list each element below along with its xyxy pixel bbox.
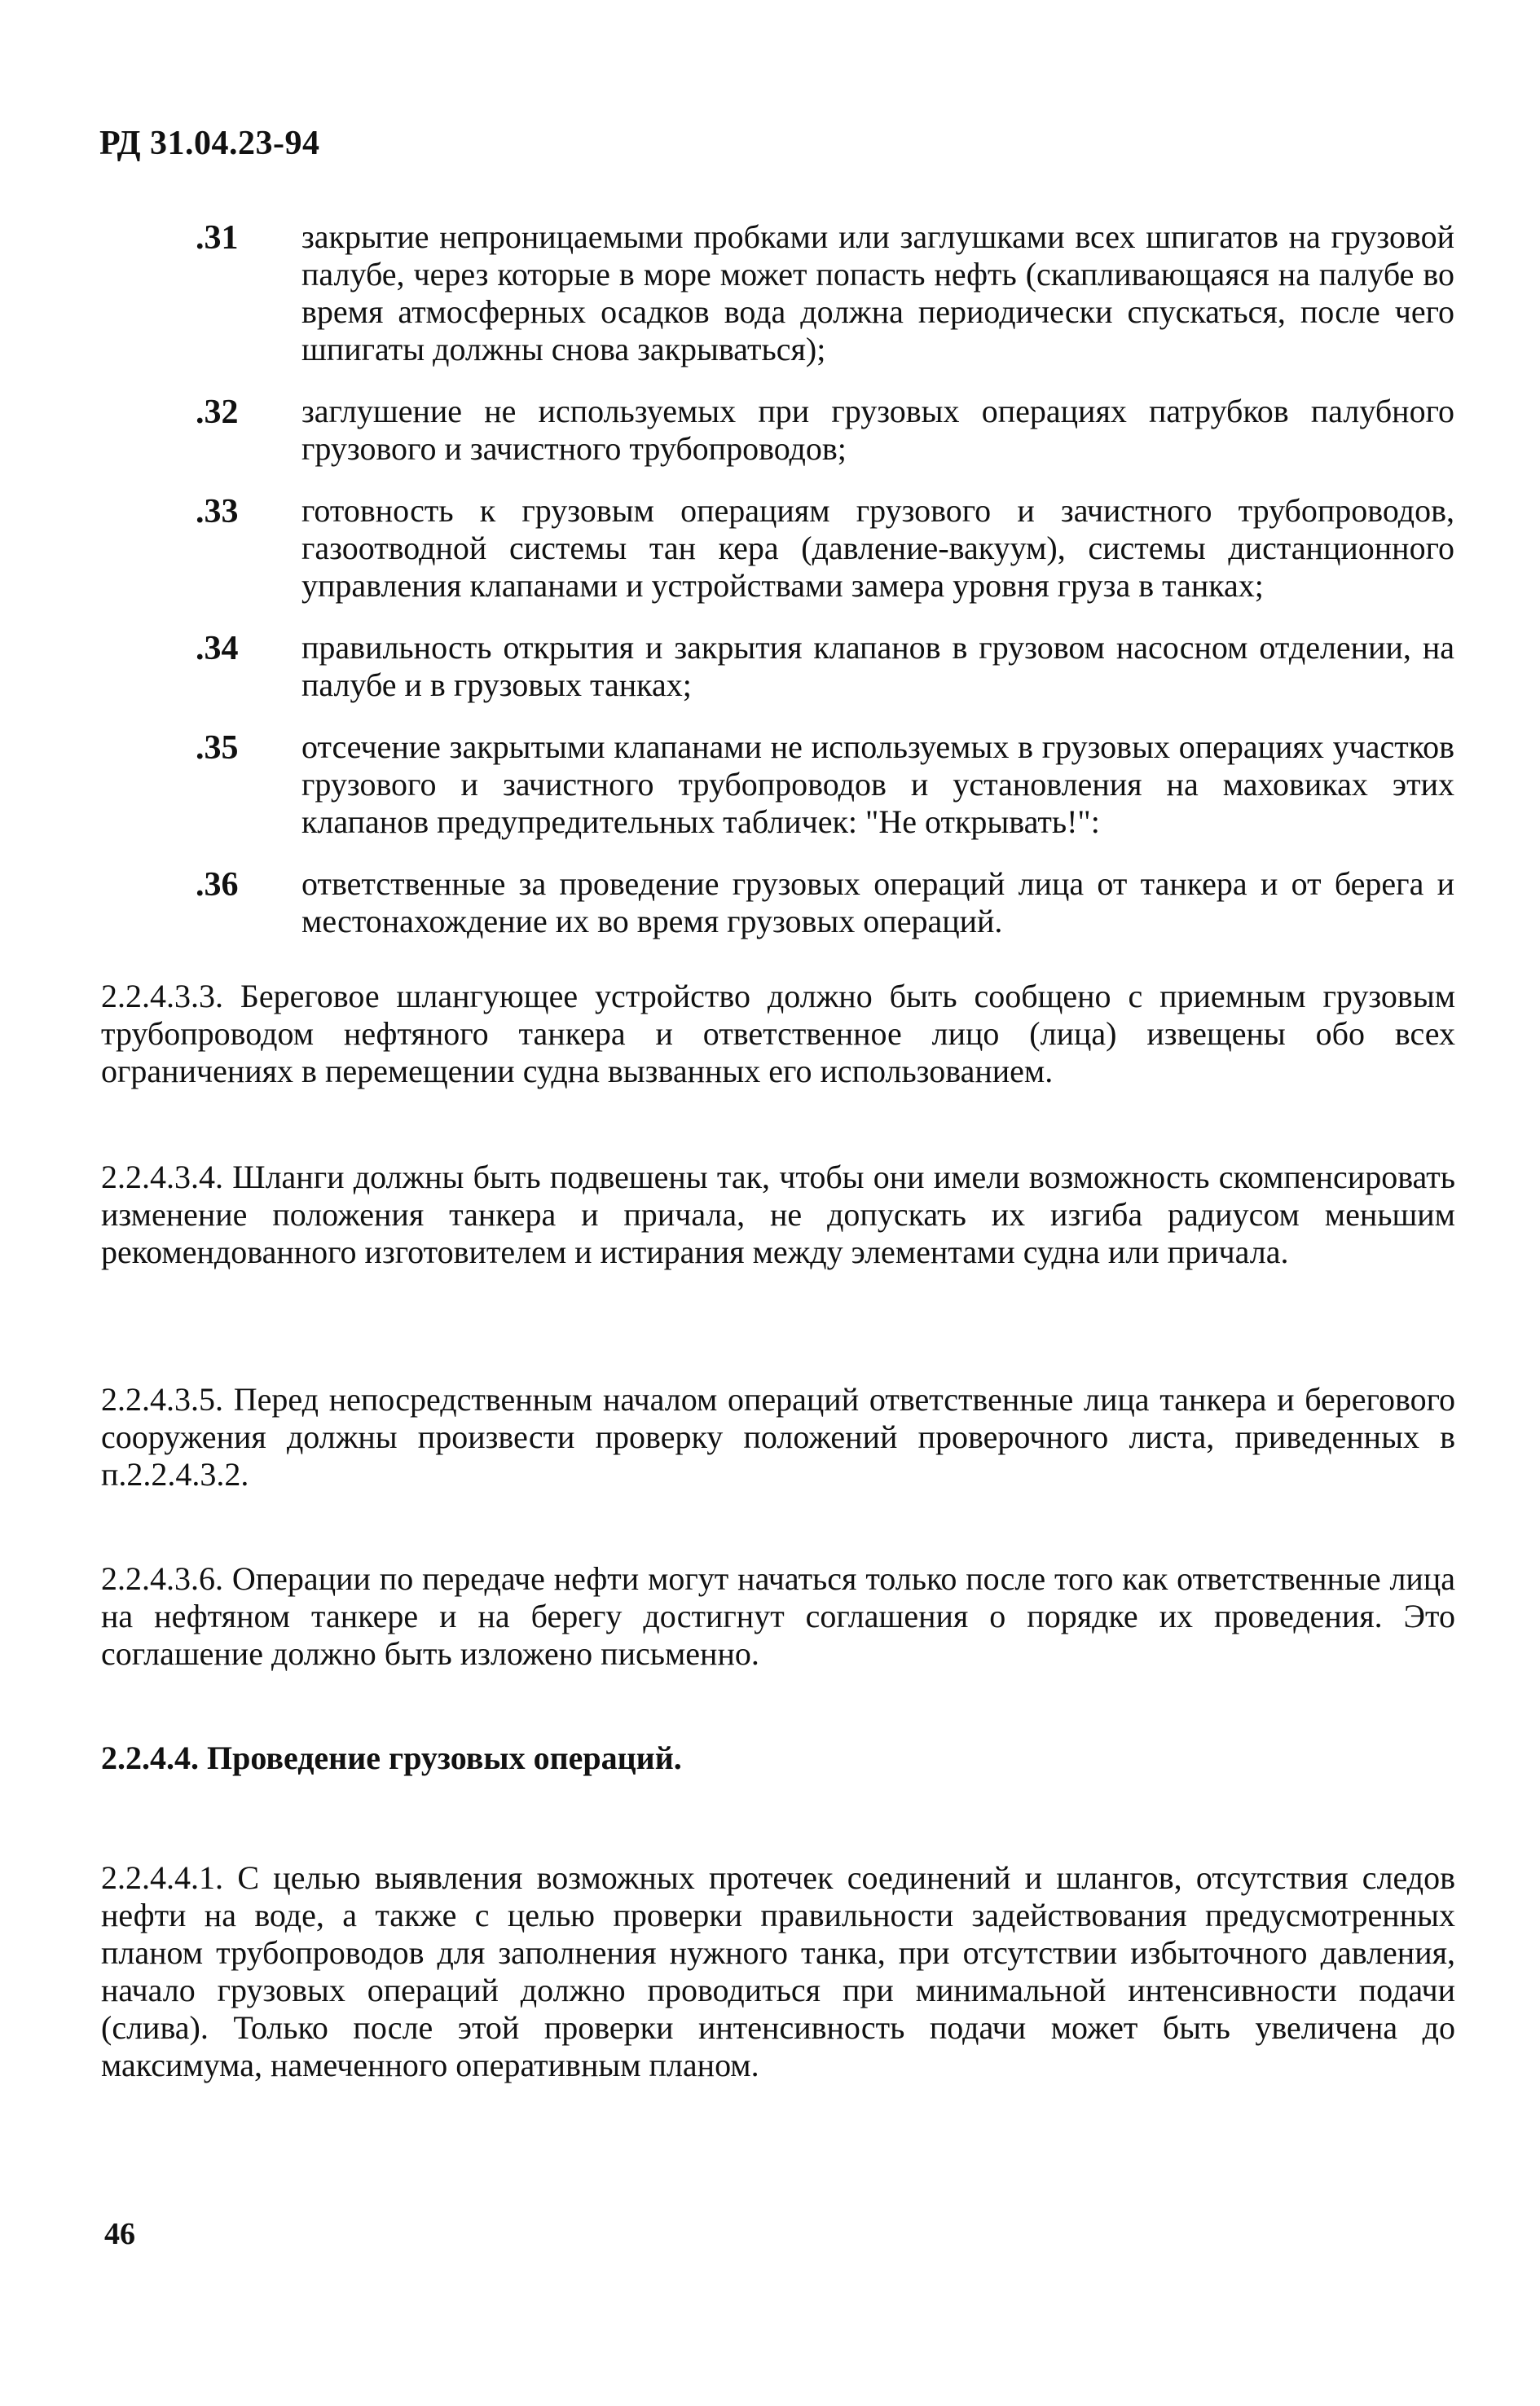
item-number: .31 [196,219,239,257]
item-text: готовность к грузовым операциям грузового и зачистного трубопроводов, газоотводной системы тан кера (давление-вакуум), системы дистанционного управления клапанами и устройствами замера уровня груза в танках; [301,492,1454,604]
list-item [196,218,1454,368]
paragraph-2-2-4-3-4: 2.2.4.3.4. Шланги должны быть подвешены так, чтобы они имели возможность скомпенсировать изменение положения танкера и причала, не допускать их изгиба радиусом меньшим рекомендованного изготовителем и истирания между элементами судна или причала. [101,1159,1455,1270]
item-text: правильность открытия и закрытия клапанов в грузовом насосном отделении, на палубе и в грузовых танках; [301,629,1454,703]
document-code-header: РД 31.04.23-94 [99,125,320,162]
list-item [196,865,1454,940]
item-number: .36 [196,866,239,904]
list-item [196,393,1454,468]
paragraph-2-2-4-3-5: 2.2.4.3.5. Перед непосредственным началом операций ответственные лица танкера и берегового сооружения должны произвести проверку положений проверочного листа, приведенных в п.2.2.4.3.2. [101,1381,1455,1493]
item-number: .32 [196,394,239,431]
section-heading: 2.2.4.4. Проведение грузовых операций. [101,1740,682,1776]
list-item [196,728,1454,841]
item-text: отсечение закрытыми клапанами не используемых в грузовых операциях участков грузового и зачистного трубопроводов и установления на маховиках этих клапанов предупредительных табличек: "Не открывать!": [301,728,1454,840]
list-item [196,492,1454,605]
paragraph-2-2-4-3-6: 2.2.4.3.6. Операции по передаче нефти могут начаться только после того как ответственные лица на нефтяном танкере и на берегу достигнут соглашения о порядке их проведения. Это соглашение должно быть изложено письменно. [101,1560,1455,1672]
item-text: закрытие непроницаемыми пробками или заглушками всех шпигатов на грузовой палубе, через которые в море может попасть нефть (скапливающаяся на палубе во время атмосферных осадков вода должна периодически спускаться, после чего шпигаты должны снова закрываться); [301,218,1454,367]
paragraph-2-2-4-4-1: 2.2.4.4.1. С целью выявления возможных протечек соединений и шлангов, отсутствия следов нефти на воде, а также с целью проверки правильности задействования предусмотренных планом трубопроводов для заполнения нужного танка, при отсутствии избыточного давления, начало грузовых операций должно проводиться при минимальной интенсивности подачи (слива). Только после этой проверки интенсивность подачи может быть увеличена до максимума, намеченного оперативным планом. [101,1859,1455,2083]
checklist-items [196,218,1454,965]
item-number: .34 [196,630,239,667]
item-number: .35 [196,729,239,767]
item-text: ответственные за проведение грузовых операций лица от танкера и от берега и местонахождение их во время грузовых операций. [301,865,1454,939]
page-number: 46 [104,2217,135,2251]
item-text: заглушение не используемых при грузовых операциях патрубков палубного грузового и зачистного трубопроводов; [301,393,1454,467]
paragraph-2-2-4-3-3: 2.2.4.3.3. Береговое шлангующее устройство должно быть сообщено с приемным грузовым трубопроводом нефтяного танкера и ответственное лицо (лица) извещены обо всех ограничениях в перемещении судна вызванных его использованием. [101,978,1455,1089]
list-item [196,629,1454,704]
item-number: .33 [196,493,239,530]
